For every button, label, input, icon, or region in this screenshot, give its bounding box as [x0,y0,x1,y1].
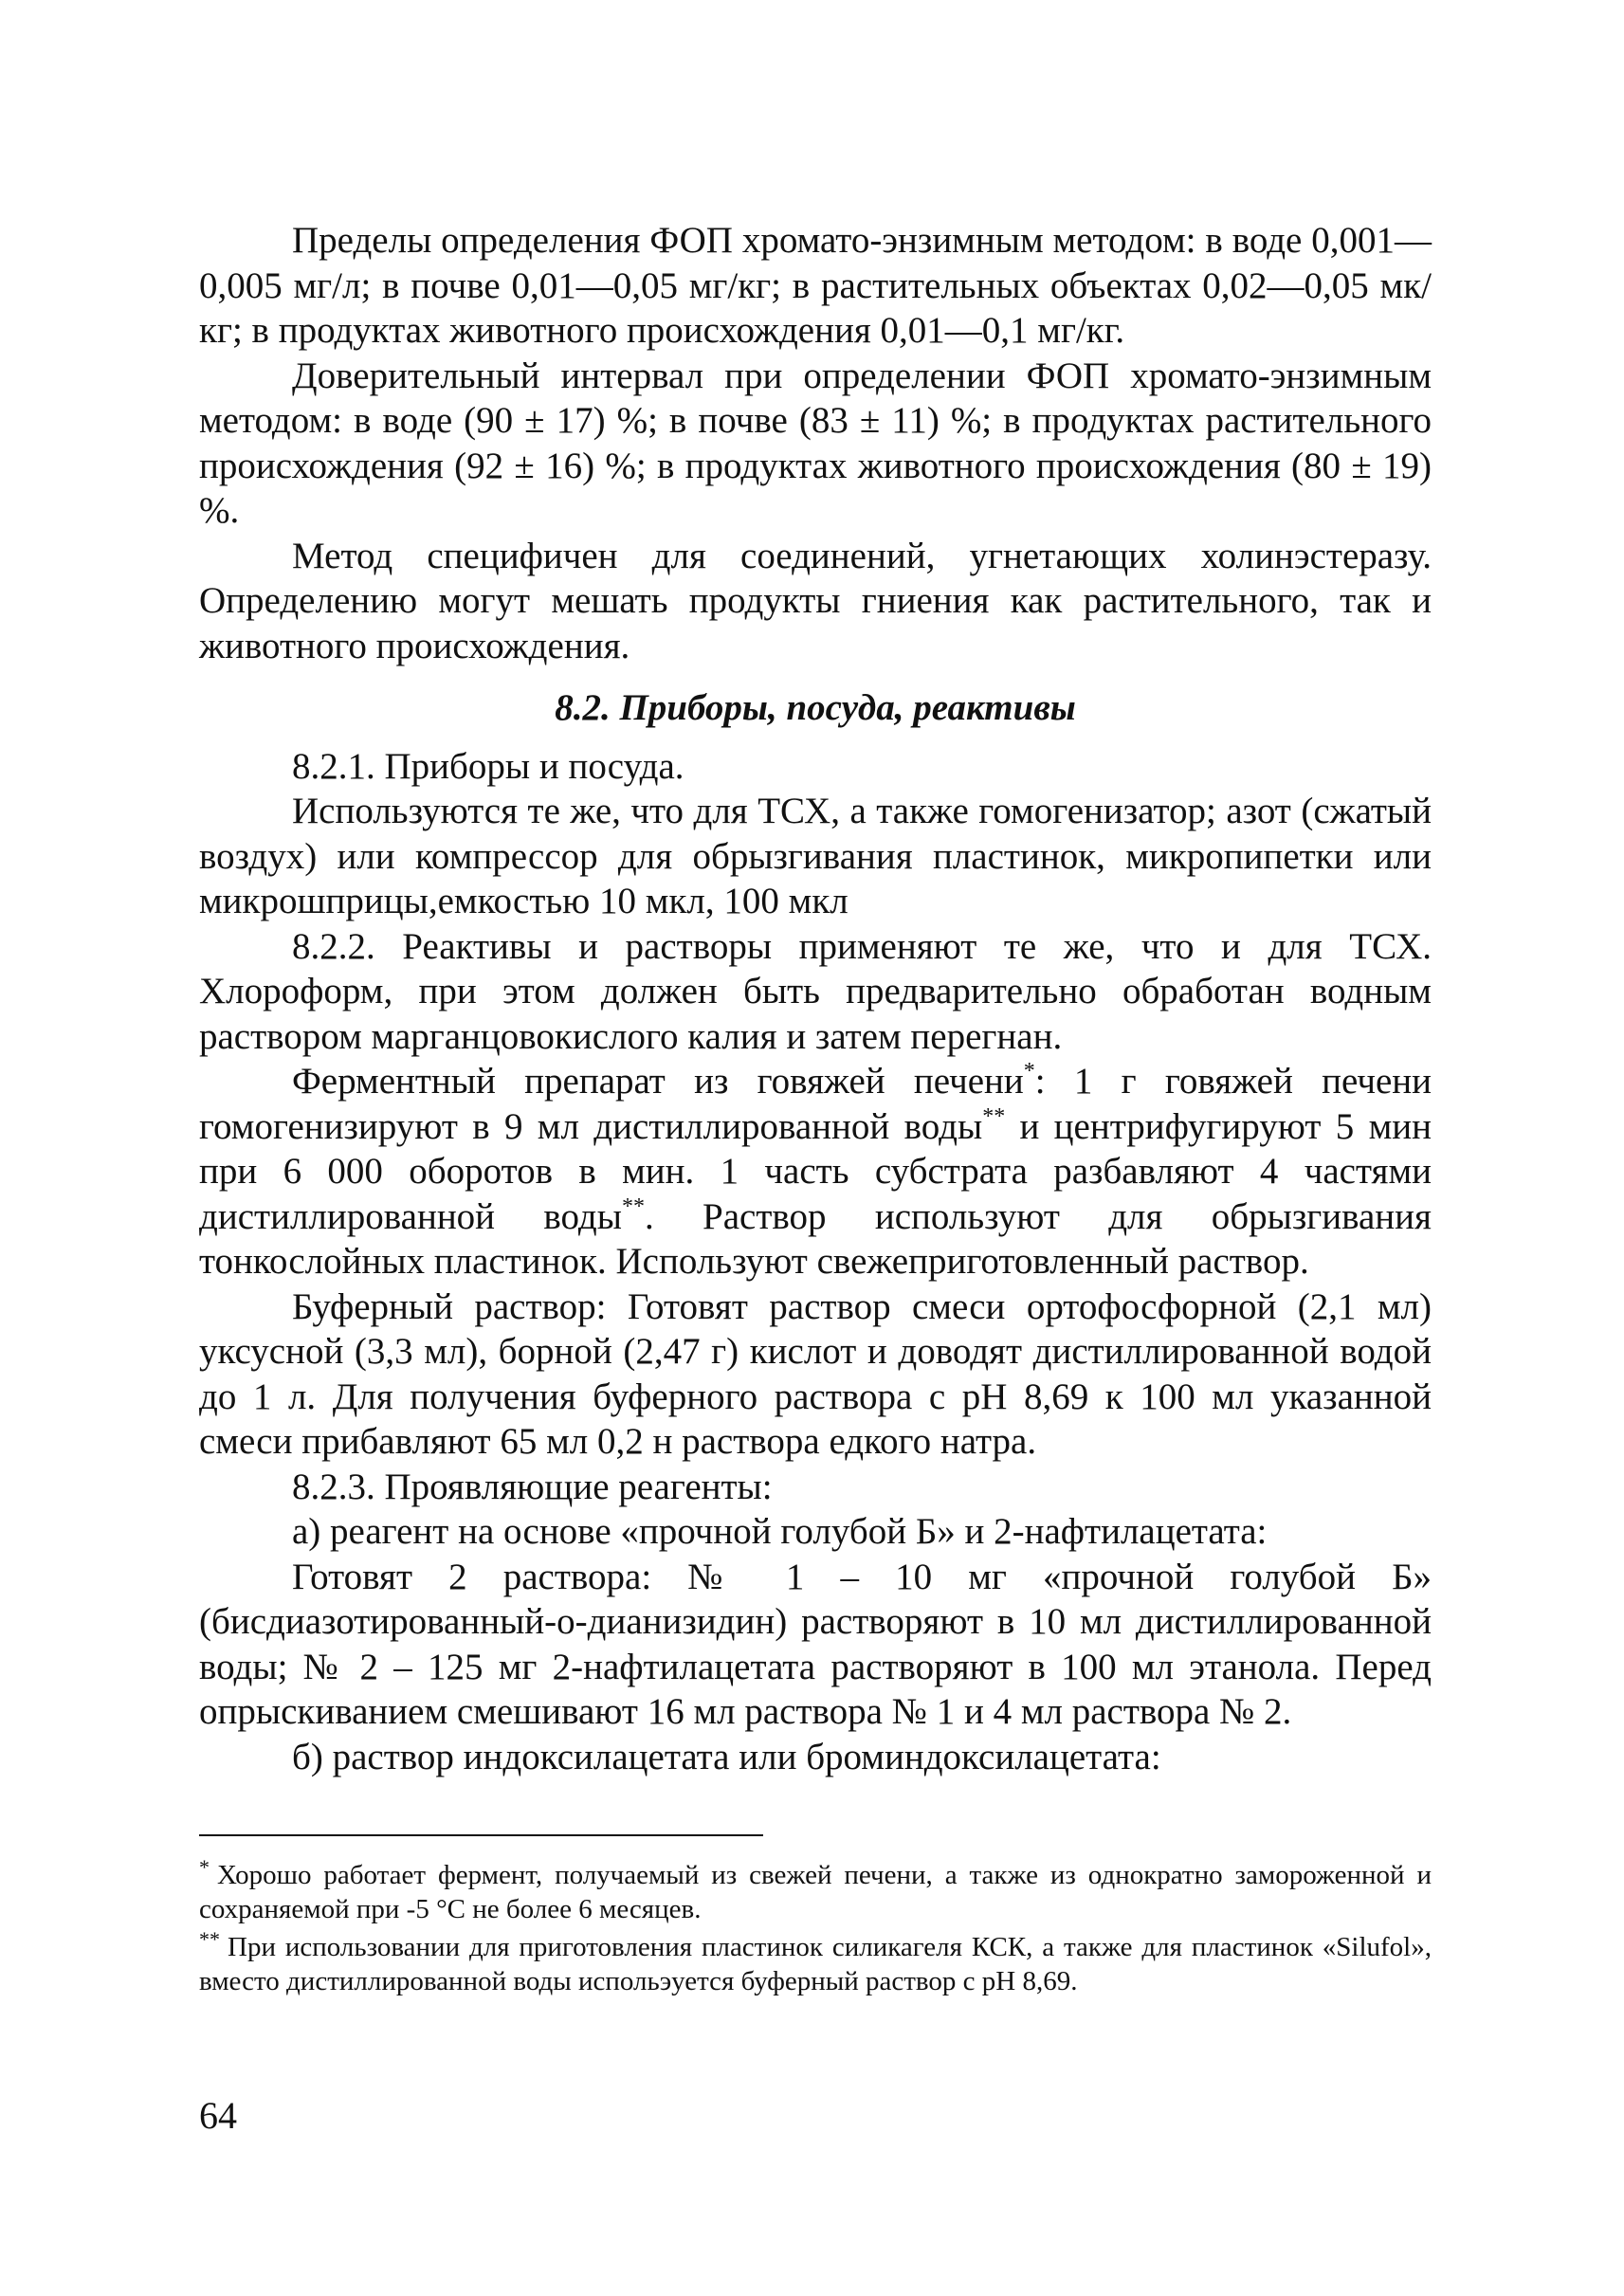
paragraph-reagent-b: б) раствор индоксилацетата или броминдоксилацетата: [292,1736,1161,1777]
footnote-1-mark: * [199,1855,210,1879]
enzyme-text-4: . Раствор используют для обрызгивания тонкослойных пластинок. Используют свежеприготовленный раствор. [199,1195,1432,1282]
section-heading: 8.2. Приборы, посуда, реактивы [555,687,1076,728]
paragraph-instruments-title: 8.2.1. Приборы и посуда. [292,745,684,787]
footnote-divider [199,1834,763,1836]
paragraph-buffer-solution: Буферный раствор: Готовят раствор смеси ортофосфорной (2,1 мл) уксусной (3,3 мл), борной (2,47 г) кислот и доводят дистиллированной водой до 1 л. Для получения буферного раствора с pH 8,69 к 100 мл указанной смеси прибавляют 65 мл 0,2 н раствора едкого натра. [199,1285,1432,1462]
footnotes [199,1855,1432,2002]
paragraph-reagents: 8.2.2. Реактивы и растворы применяют те же, что и для ТСХ. Хлороформ, при этом должен быть предварительно обработан водным раствором марганцовокислого калия и затем перегнан. [199,925,1432,1057]
page-number: 64 [199,2094,237,2137]
paragraph-confidence-interval: Доверительный интервал при определении ФОП хромато-энзимным методом: в воде (90 ± 17) %; в почве (83 ± 11) %; в продуктах растительного происхождения (92 ± 16) %; в продуктах животного происхождения (80 ± 19) %. [199,355,1432,531]
enzyme-text-1: Ферментный препарат из говяжей печени [292,1061,1024,1102]
footnote-2 [199,1927,1432,1998]
enzyme-text-2: : 1 г говяжей печени гомогенизируют в 9 мл дистиллированной воды [199,1061,1432,1147]
page-body [199,218,1432,1779]
paragraph-detection-limits: Пределы определения ФОП хромато-энзимным методом: в воде 0,001—0,005 мг/л; в почве 0,01—0,05 мг/кг; в растительных объектах 0,02—0,05 мк/кг; в продуктах животного происхождения 0,01—0,1 мг/кг. [199,220,1432,351]
footnote-ref-3: ** [621,1194,645,1219]
paragraph-reagent-a: а) реагент на основе «прочной голубой Б» и 2-нафтилацетата: [292,1511,1268,1552]
paragraph-reagent-a-preparation: Готовят 2 раствора: № 1 – 10 мг «прочной голубой Б» (бисдиазотированный-о-дианизидин) растворяют в 10 мл дистиллированной воды; № 2 – 125 мг 2-нафтилацетата растворяют в 100 мл этанола. Перед опрыскиванием смешивают 16 мл раствора № 1 и 4 мл раствора № 2. [199,1556,1432,1732]
footnote-ref-2: ** [982,1103,1006,1129]
paragraph-developing-reagents: 8.2.3. Проявляющие реагенты: [292,1466,773,1507]
footnote-ref-1: * [1023,1059,1035,1084]
paragraph-method-specificity: Метод специфичен для соединений, угнетающих холинэстеразу. Определению могут мешать продукты гниения как растительного, так и животного происхождения. [199,535,1432,666]
footnote-1 [199,1855,1432,1926]
enzyme-text-3: и центрифугируют 5 мин при 6 000 оборотов в мин. 1 часть субстрата разбавляют 4 частями дистиллированной воды [199,1105,1432,1237]
footnote-1-text: Хорошо работает фермент, получаемый из свежей печени, а также из однократно замороженной и сохраняемой при -5 °С не более 6 месяцев. [199,1860,1432,1924]
paragraph-enzyme-preparation [199,1059,1432,1285]
footnote-2-text: При использовании для приготовления пластинок силикагеля КСК, а также для пластинок «Silufol», вместо дистиллированной воды испольэуется буферный раствор с pH 8,69. [199,1932,1432,1996]
paragraph-instruments: Используются те же, что для ТСХ, а также гомогенизатор; азот (сжатый воздух) или компрессор для обрызгивания пластинок, микропипетки или микрошприцы,емкостью 10 мкл, 100 мкл [199,791,1432,921]
footnote-2-mark: ** [199,1927,220,1951]
